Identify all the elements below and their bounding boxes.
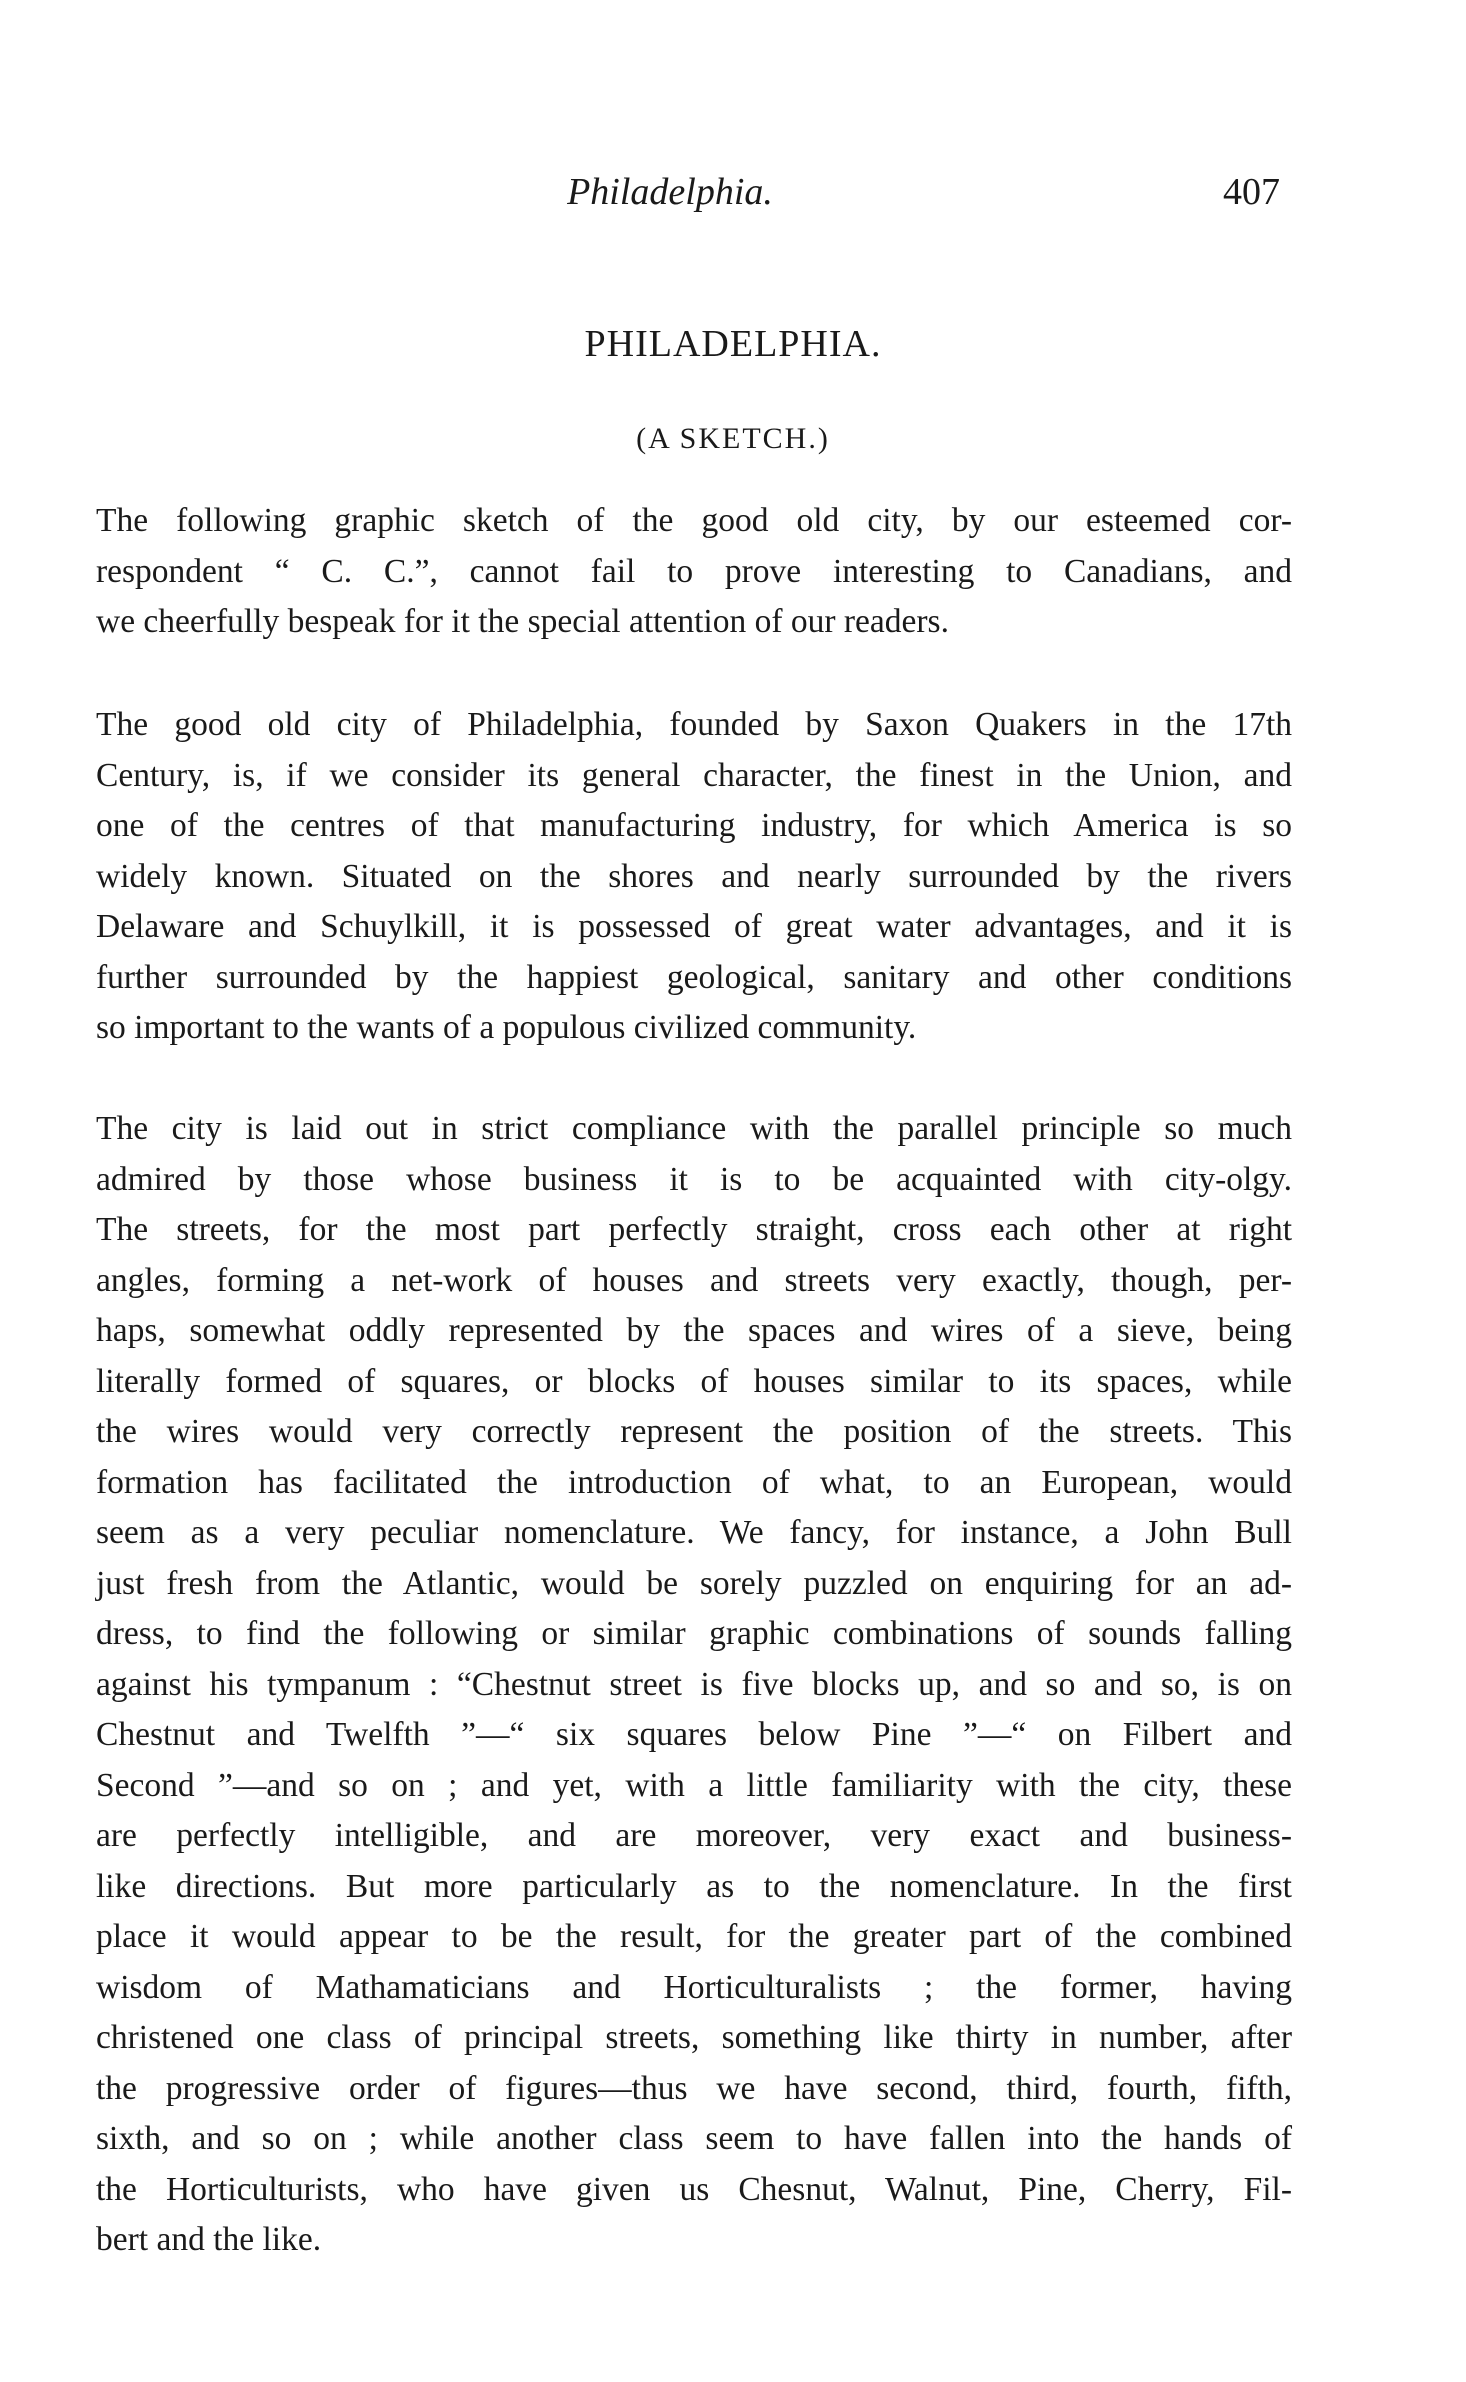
text-line: admired by those whose business it is to be acquainted with city-olgy.: [96, 1160, 1292, 1198]
running-header: [0, 170, 1466, 220]
text-line: the Horticulturists, who have given us Chesnut, Walnut, Pine, Cherry, Fil-: [96, 2170, 1292, 2208]
article-title: PHILADELPHIA.: [584, 323, 882, 365]
running-title: Philadelphia.: [567, 171, 773, 213]
paragraph-layout: [96, 1104, 1292, 2266]
text-line: the progressive order of figures—thus we have second, third, fourth, fifth,: [96, 2069, 1292, 2107]
text-line: wisdom of Mathamaticians and Horticulturalists ; the former, having: [96, 1968, 1292, 2006]
text-line: so important to the wants of a populous civilized community.: [96, 1009, 917, 1046]
text-line: Chestnut and Twelfth ”—“ six squares below Pine ”—“ on Filbert and: [96, 1716, 1292, 1753]
text-line: against his tympanum : “Chestnut street is five blocks up, and so and so, is on: [96, 1665, 1292, 1703]
text-line: one of the centres of that manufacturing industry, for which America is so: [96, 807, 1292, 844]
text-line: dress, to find the following or similar graphic combinations of sounds falling: [96, 1615, 1292, 1652]
text-line: we cheerfully bespeak for it the special attention of our readers.: [96, 603, 949, 640]
text-line: The city is laid out in strict compliance with the parallel principle so much: [96, 1110, 1292, 1147]
text-line: Delaware and Schuylkill, it is possessed of great water advantages, and it is: [96, 908, 1292, 945]
article-subtitle: (A SKETCH.): [636, 422, 830, 455]
paragraph-founding: [96, 700, 1292, 1054]
text-line: Second ”—and so on ; and yet, with a little familiarity with the city, these: [96, 1766, 1292, 1804]
text-line: formation has facilitated the introduction of what, to an European, would: [96, 1463, 1292, 1501]
text-line: like directions. But more particularly as to the nomenclature. In the first: [96, 1867, 1292, 1905]
text-line: The streets, for the most part perfectly straight, cross each other at right: [96, 1211, 1292, 1248]
text-line: bert and the like.: [96, 2221, 322, 2258]
page-number: 407: [1223, 171, 1280, 213]
text-line: Century, is, if we consider its general character, the finest in the Union, and: [96, 756, 1292, 794]
text-line: The following graphic sketch of the good old city, by our esteemed cor-: [96, 502, 1292, 539]
text-line: angles, forming a net-work of houses and streets very exactly, though, per-: [96, 1261, 1292, 1299]
text-line: The good old city of Philadelphia, founded by Saxon Quakers in the 17th: [96, 706, 1292, 743]
text-line: are perfectly intelligible, and are moreover, very exact and business-: [96, 1817, 1292, 1854]
text-line: christened one class of principal streets, something like thirty in number, after: [96, 2019, 1292, 2056]
text-line: respondent “ C. C.”, cannot fail to prove interesting to Canadians, and: [96, 552, 1292, 590]
text-line: widely known. Situated on the shores and nearly surrounded by the rivers: [96, 857, 1292, 895]
text-line: the wires would very correctly represent the position of the streets. This: [96, 1413, 1292, 1450]
text-line: just fresh from the Atlantic, would be sorely puzzled on enquiring for an ad-: [96, 1564, 1292, 1602]
text-line: sixth, and so on ; while another class seem to have fallen into the hands of: [96, 2120, 1292, 2157]
text-line: haps, somewhat oddly represented by the spaces and wires of a sieve, being: [96, 1312, 1292, 1349]
paragraph-intro: [96, 496, 1292, 648]
text-line: place it would appear to be the result, for the greater part of the combined: [96, 1918, 1292, 1955]
text-line: seem as a very peculiar nomenclature. We fancy, for instance, a John Bull: [96, 1514, 1292, 1551]
text-line: literally formed of squares, or blocks of houses similar to its spaces, while: [96, 1362, 1292, 1400]
text-line: further surrounded by the happiest geological, sanitary and other conditions: [96, 958, 1292, 996]
